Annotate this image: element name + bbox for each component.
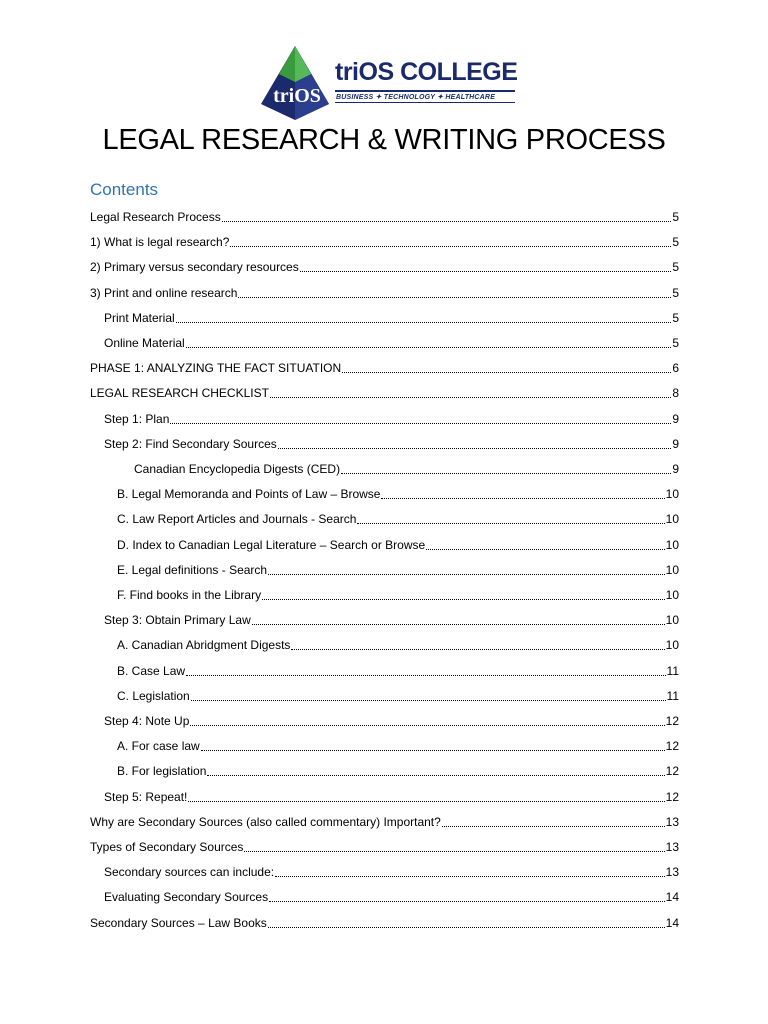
toc-page-number: 14 bbox=[665, 890, 679, 904]
toc-page-number: 5 bbox=[672, 311, 679, 325]
logo-name: triOS COLLEGE bbox=[335, 58, 518, 86]
toc-page-number: 11 bbox=[666, 689, 679, 703]
toc-entry[interactable] bbox=[117, 481, 679, 501]
toc-page-number: 10 bbox=[665, 613, 679, 627]
toc-dot-leader bbox=[170, 422, 671, 424]
toc-entry-title: PHASE 1: ANALYZING THE FACT SITUATION bbox=[90, 361, 342, 375]
toc-page-number: 10 bbox=[665, 487, 679, 501]
toc-entry[interactable] bbox=[90, 355, 679, 375]
toc-dot-leader bbox=[278, 447, 672, 449]
toc-dot-leader bbox=[275, 875, 665, 877]
toc-page-number: 12 bbox=[665, 790, 679, 804]
toc-dot-leader bbox=[291, 648, 664, 650]
toc-dot-leader bbox=[207, 774, 664, 776]
toc-dot-leader bbox=[188, 800, 664, 802]
toc-page-number: 5 bbox=[672, 336, 679, 350]
toc-entry[interactable] bbox=[104, 330, 679, 350]
toc-entry-title: LEGAL RESEARCH CHECKLIST bbox=[90, 386, 269, 400]
toc-entry[interactable] bbox=[117, 733, 679, 753]
college-logo bbox=[257, 44, 519, 124]
toc-dot-leader bbox=[300, 270, 672, 272]
toc-page-number: 12 bbox=[665, 764, 679, 778]
toc-entry[interactable] bbox=[104, 859, 679, 879]
toc-page-number: 5 bbox=[672, 286, 679, 300]
toc-dot-leader bbox=[268, 573, 665, 575]
toc-entry-title: Why are Secondary Sources (also called commentary) Important? bbox=[90, 815, 441, 829]
toc-page-number: 5 bbox=[672, 210, 679, 224]
logo-divider-bottom bbox=[335, 102, 515, 103]
toc-entry-title: Print Material bbox=[104, 311, 175, 325]
logo-divider bbox=[335, 90, 515, 92]
toc-dot-leader bbox=[342, 371, 671, 373]
toc-page-number: 9 bbox=[672, 412, 679, 426]
toc-entry-title: F. Find books in the Library bbox=[117, 588, 262, 602]
toc-entry[interactable] bbox=[104, 431, 679, 451]
toc-dot-leader bbox=[201, 749, 665, 751]
toc-page-number: 5 bbox=[672, 235, 679, 249]
toc-page-number: 10 bbox=[665, 538, 679, 552]
toc-entry[interactable] bbox=[90, 380, 679, 400]
toc-entry[interactable] bbox=[104, 884, 679, 904]
toc-entry-title: 2) Primary versus secondary resources bbox=[90, 260, 299, 274]
toc-dot-leader bbox=[357, 522, 664, 524]
toc-dot-leader bbox=[269, 900, 665, 902]
toc-entry-title: Online Material bbox=[104, 336, 185, 350]
toc-entry-title: Legal Research Process bbox=[90, 210, 221, 224]
toc-dot-leader bbox=[230, 245, 671, 247]
toc-entry[interactable] bbox=[117, 683, 679, 703]
toc-entry-title: B. For legislation bbox=[117, 764, 207, 778]
toc-entry[interactable] bbox=[117, 557, 679, 577]
logo-pyramid-icon bbox=[257, 44, 333, 122]
toc-dot-leader bbox=[244, 850, 664, 852]
document-title: LEGAL RESEARCH & WRITING PROCESS bbox=[102, 124, 666, 156]
toc-dot-leader bbox=[252, 623, 665, 625]
toc-page-number: 9 bbox=[672, 462, 679, 476]
toc-entry-title: Secondary Sources – Law Books bbox=[90, 916, 267, 930]
toc-dot-leader bbox=[341, 472, 671, 474]
toc-dot-leader bbox=[191, 699, 666, 701]
toc-dot-leader bbox=[222, 220, 672, 222]
toc-entry-title: Step 5: Repeat! bbox=[104, 790, 188, 804]
toc-entry[interactable] bbox=[104, 708, 679, 728]
toc-dot-leader bbox=[238, 296, 671, 298]
toc-page-number: 10 bbox=[665, 563, 679, 577]
toc-page-number: 5 bbox=[672, 260, 679, 274]
toc-entry-title: Step 3: Obtain Primary Law bbox=[104, 613, 251, 627]
toc-page-number: 8 bbox=[672, 386, 679, 400]
toc-page-number: 12 bbox=[665, 739, 679, 753]
toc-page-number: 10 bbox=[665, 512, 679, 526]
toc-entry[interactable] bbox=[104, 784, 679, 804]
toc-page-number: 14 bbox=[665, 916, 679, 930]
toc-entry[interactable] bbox=[90, 229, 679, 249]
toc-entry-title: Evaluating Secondary Sources bbox=[104, 890, 269, 904]
toc-entry-title: Step 4: Note Up bbox=[104, 714, 190, 728]
toc-entry[interactable] bbox=[90, 809, 679, 829]
toc-entry[interactable] bbox=[90, 910, 679, 930]
toc-dot-leader bbox=[262, 598, 665, 600]
logo-tagline: BUSINESS ✦ TECHNOLOGY ✦ HEALTHCARE bbox=[336, 94, 496, 101]
logo-mark-text: triOS bbox=[273, 85, 321, 107]
toc-entry[interactable] bbox=[104, 406, 679, 426]
toc-page-number: 13 bbox=[665, 815, 679, 829]
toc-entry[interactable] bbox=[90, 280, 679, 300]
toc-entry-title: Canadian Encyclopedia Digests (CED) bbox=[134, 462, 341, 476]
toc-entry[interactable] bbox=[134, 456, 679, 476]
toc-page-number: 10 bbox=[665, 638, 679, 652]
toc-dot-leader bbox=[190, 724, 664, 726]
toc-entry-title: Types of Secondary Sources bbox=[90, 840, 244, 854]
toc-dot-leader bbox=[381, 497, 664, 499]
toc-dot-leader bbox=[186, 346, 672, 348]
toc-entry[interactable] bbox=[90, 254, 679, 274]
toc-entry[interactable] bbox=[104, 607, 679, 627]
contents-heading: Contents bbox=[90, 180, 159, 199]
toc-dot-leader bbox=[268, 926, 665, 928]
toc-entry-title: C. Law Report Articles and Journals - Search bbox=[117, 512, 357, 526]
toc-entry[interactable] bbox=[117, 632, 679, 652]
toc-page-number: 13 bbox=[665, 865, 679, 879]
toc-entry-title: D. Index to Canadian Legal Literature – Search or Browse bbox=[117, 538, 426, 552]
toc-entry-title: E. Legal definitions - Search bbox=[117, 563, 268, 577]
toc-page-number: 12 bbox=[665, 714, 679, 728]
toc-entry[interactable] bbox=[90, 834, 679, 854]
toc-page-number: 13 bbox=[665, 840, 679, 854]
toc-dot-leader bbox=[186, 674, 665, 676]
toc-entry[interactable] bbox=[117, 658, 679, 678]
toc-entry-title: 3) Print and online research bbox=[90, 286, 238, 300]
toc-entry-title: 1) What is legal research? bbox=[90, 235, 230, 249]
toc-entry-title: B. Case Law bbox=[117, 664, 186, 678]
toc-page-number: 9 bbox=[672, 437, 679, 451]
toc-entry-title: Step 2: Find Secondary Sources bbox=[104, 437, 277, 451]
toc-entry[interactable] bbox=[90, 204, 679, 224]
toc-dot-leader bbox=[442, 825, 665, 827]
toc-entry-title: B. Legal Memoranda and Points of Law – Browse bbox=[117, 487, 381, 501]
toc-dot-leader bbox=[176, 321, 672, 323]
toc-dot-leader bbox=[426, 548, 664, 550]
toc-entry[interactable] bbox=[117, 506, 679, 526]
toc-entry[interactable] bbox=[104, 305, 679, 325]
toc-dot-leader bbox=[270, 396, 671, 398]
toc-entry[interactable] bbox=[117, 532, 679, 552]
toc-entry-title: Step 1: Plan bbox=[104, 412, 170, 426]
toc-entry-title: A. For case law bbox=[117, 739, 200, 753]
toc-page-number: 6 bbox=[672, 361, 679, 375]
toc-entry-title: Secondary sources can include: bbox=[104, 865, 275, 879]
toc-page-number: 11 bbox=[666, 664, 679, 678]
toc-entry[interactable] bbox=[117, 582, 679, 602]
toc-page-number: 10 bbox=[665, 588, 679, 602]
toc-entry[interactable] bbox=[117, 758, 679, 778]
toc-entry-title: C. Legislation bbox=[117, 689, 190, 703]
toc-entry-title: A. Canadian Abridgment Digests bbox=[117, 638, 291, 652]
